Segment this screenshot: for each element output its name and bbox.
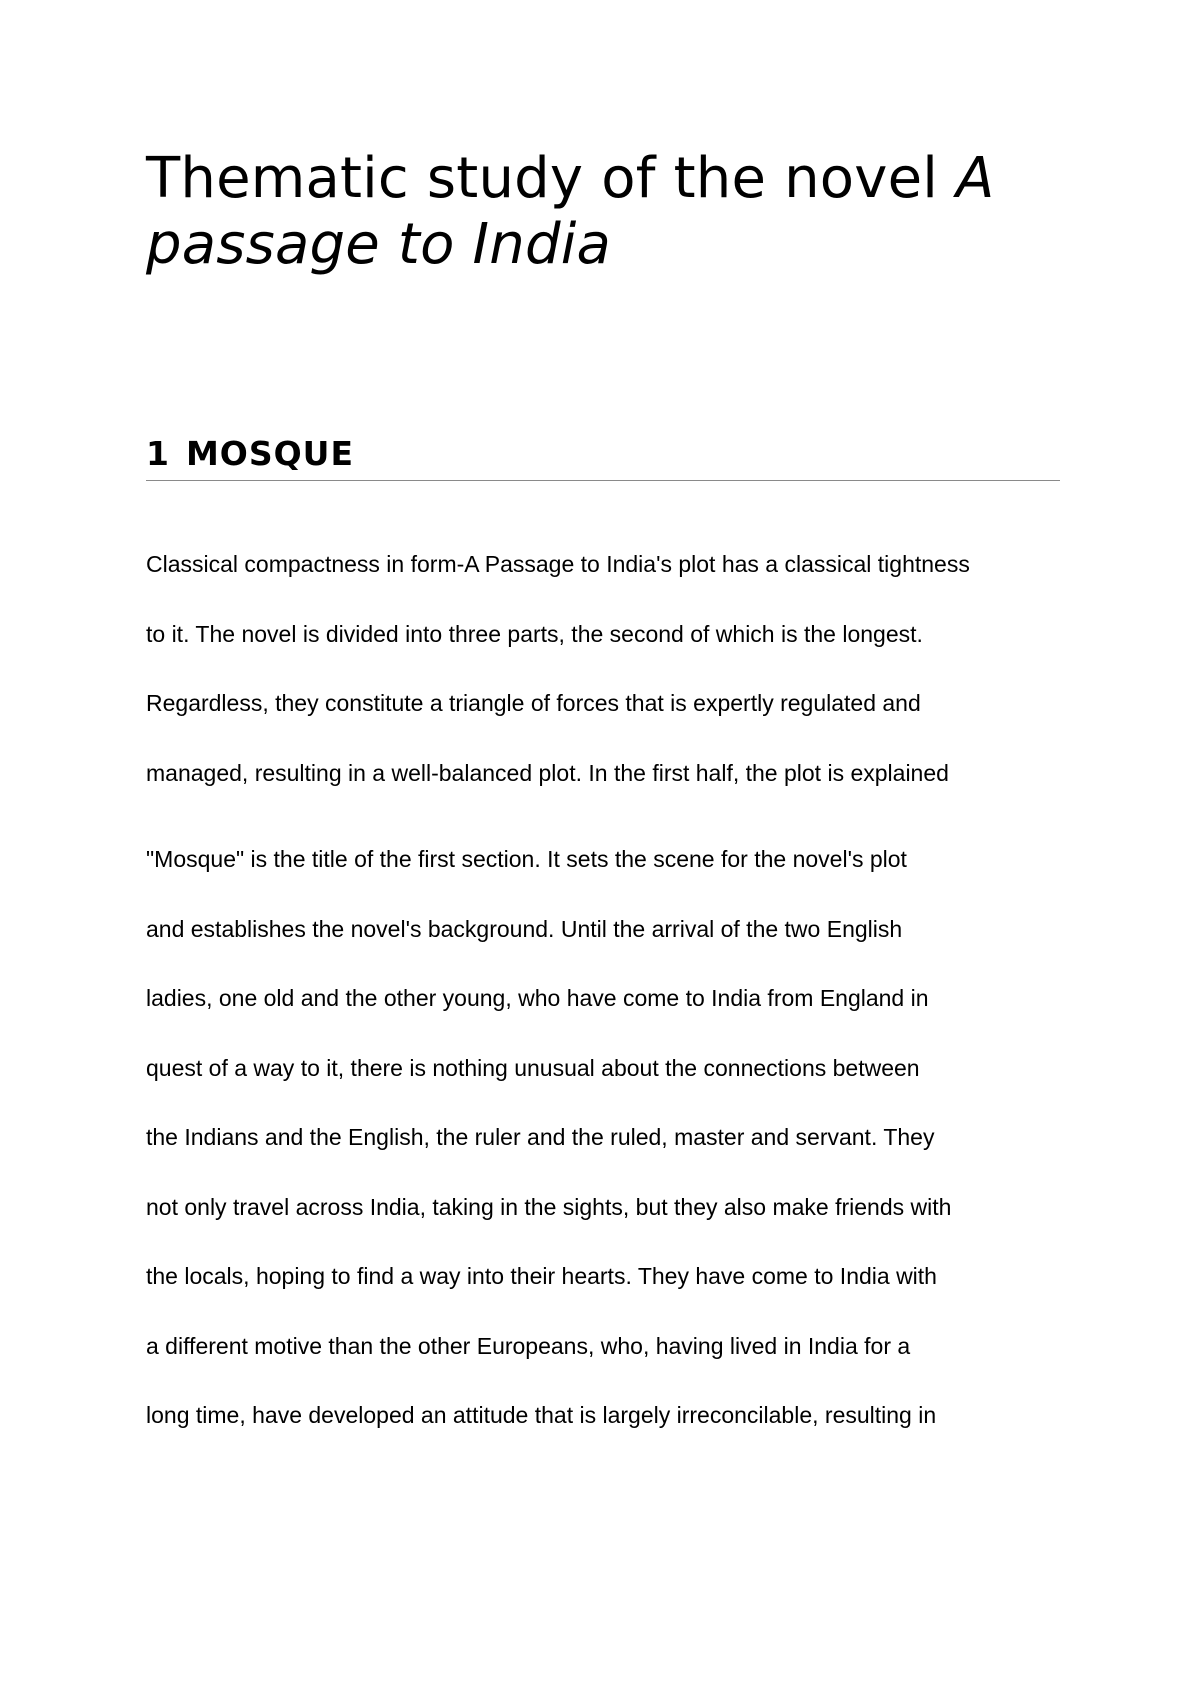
document-title-italic: A passage to India [146,146,995,277]
paragraph-line: long time, have developed an attitude that is largely irreconcilable, resulting in [146,1402,937,1428]
section-number: 1 [146,434,170,473]
paragraph-line: ladies, one old and the other young, who have come to India from England in [146,985,929,1011]
section-heading [146,432,1060,481]
paragraph-line: "Mosque" is the title of the first section. It sets the scene for the novel's plot [146,846,907,872]
paragraph-line: a different motive than the other Europeans, who, having lived in India for a [146,1332,911,1359]
paragraph-1 [146,530,1086,808]
paragraph-line: the locals, hoping to find a way into their hearts. They have come to India with [146,1263,937,1289]
paragraph-line: and establishes the novel's background. Until the arrival of the two English [146,915,903,942]
section-heading-text: MOSQUE [185,434,355,473]
paragraph-line: the Indians and the English, the ruler and the ruled, master and servant. They [146,1124,935,1150]
paragraph-line: Regardless, they constitute a triangle of forces that is expertly regulated and [146,690,921,716]
paragraph-2 [146,825,1086,1451]
paragraph-line: quest of a way to it, there is nothing unusual about the connections between [146,1054,920,1081]
paragraph-line: to it. The novel is divided into three parts, the second of which is the longest. [146,620,923,647]
paragraph-line: not only travel across India, taking in the sights, but they also make friends with [146,1193,952,1220]
paragraph-line: Classical compactness in form-A Passage to India's plot has a classical tightness [146,551,970,577]
paragraph-line: managed, resulting in a well-balanced plot. In the first half, the plot is explained [146,759,949,786]
document-title-text: Thematic study of the novel [146,146,957,211]
document-title [146,146,1086,278]
